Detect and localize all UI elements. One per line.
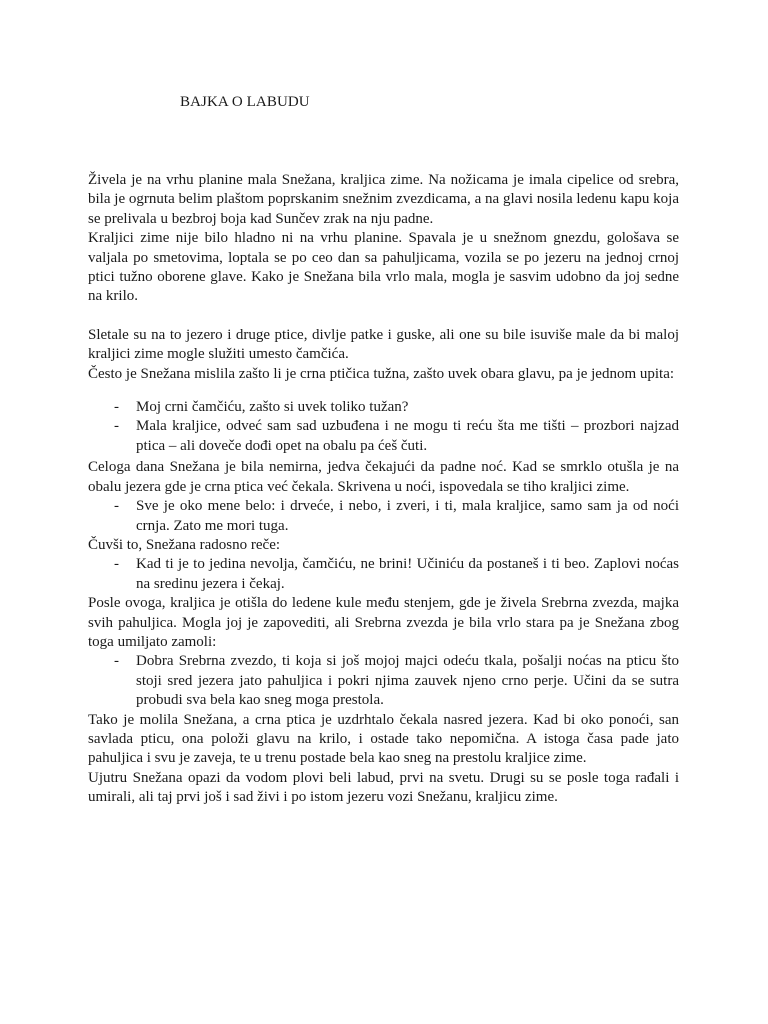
- dialogue-text: Kad ti je to jedina nevolja, čamčiću, ne brini! Učiniću da postaneš i ti beo. Zaplovi noćas na sredinu jezera i čekaj.: [136, 556, 679, 592]
- dialogue-list-3: [88, 555, 679, 594]
- paragraph-3: Sletale su na to jezero i druge ptice, divlje patke i guske, ali one su bile isuviše male da bi maloj kraljici zime mogle služiti umesto čamčića.: [88, 326, 679, 363]
- dialogue-line-5: [88, 652, 679, 710]
- dialogue-text: Mala kraljice, odveć sam sad uzbuđena i ne mogu ti reću šta me tišti – prozbori najzad ptica – ali doveče dođi opet na obalu pa ćeš čuti.: [136, 418, 679, 454]
- dialogue-text: Sve je oko mene belo: i drveće, i nebo, i zveri, i ti, mala kraljice, samo sam ja od noći crnja. Zato me mori tuga.: [136, 498, 679, 534]
- dialogue-line-3: [88, 497, 679, 536]
- paragraph-2: Kraljici zime nije bilo hladno ni na vrhu planine. Spavala je u snežnom gnezdu, gološava se valjala po smetovima, loptala se po ceo dan sa pahuljicama, vozila se po jezeru na jednoj crnoj ptici tužno oborene glave. Kako je Snežana bila vrlo mala, mogla je sasvim udobno da joj sedne na krilo.: [88, 230, 679, 305]
- dialogue-text: Dobra Srebrna zvezdo, ti koja si još mojoj majci odeću tkala, pošalji noćas na pticu što stoji sred jezera jato pahuljica i pokri njima zauvek njeno crno perje. Učini da se sutra probudi sva bela kao sneg moga prestola.: [136, 653, 679, 709]
- dash-bullet: -: [114, 418, 119, 435]
- paragraph-4: Često je Snežana mislila zašto li je crna ptičica tužna, zašto uvek obara glavu, pa je jednom upita:: [88, 365, 675, 382]
- dialogue-line-2: [88, 417, 679, 456]
- document-title: BAJKA O LABUDU: [180, 94, 310, 110]
- paragraph-1: Živela je na vrhu planine mala Snežana, kraljica zime. Na nožicama je imala cipelice od srebra, bila je ogrnuta belim plaštom poprskanim snežnim zvezdicama, a na glavi nosila ledenu kapu koja se prelivala u bezbroj boja kad Sunčev zrak na nju padne.: [88, 172, 679, 227]
- paragraph-6: Čuvši to, Snežana radosno reče:: [88, 536, 281, 553]
- paragraph-7: Posle ovoga, kraljica je otišla do ledene kule među stenjem, gde je živela Srebrna zvezda, majka svih pahuljica. Mogla joj je zapovediti, ali Srebrna zvezda je bila vrlo stara pa je Snežana zbog toga umiljato zamoli:: [88, 595, 679, 650]
- dash-bullet: -: [114, 399, 119, 416]
- dash-bullet: -: [114, 653, 119, 670]
- dialogue-list-2: [88, 497, 679, 536]
- dialogue-list-4: [88, 652, 679, 710]
- dialogue-line-4: [88, 555, 679, 594]
- paragraph-5: Celoga dana Snežana je bila nemirna, jedva čekajući da padne noć. Kad se smrklo otušla je na obalu jezera gde je crna ptica već čekala. Skrivena u noći, ispovedala se tiho kraljici zime.: [88, 459, 679, 495]
- dialogue-list-1: [88, 398, 679, 456]
- dash-bullet: -: [114, 556, 119, 573]
- dash-bullet: -: [114, 498, 119, 515]
- paragraph-8: Tako je molila Snežana, a crna ptica je uzdrhtalo čekala nasred jezera. Kad bi oko ponoći, san savlada pticu, ona položi glavu na krilo, i ostade tako nepomična. A istoga časa pade jato pahuljica i svu je zaveja, te u trenu postade bela kao sneg na prestolu kraljice zime.: [88, 711, 679, 767]
- paragraph-9: Ujutru Snežana opazi da vodom plovi beli labud, prvi na svetu. Drugi su se posle toga rađali i umirali, ali taj prvi još i sad živi i po istom jezeru vozi Snežanu, kraljicu zime.: [88, 769, 679, 806]
- dialogue-line-1: [88, 398, 679, 417]
- document-body: [88, 171, 679, 808]
- dialogue-text: Moj crni čamčiću, zašto si uvek toliko tužan?: [136, 399, 409, 416]
